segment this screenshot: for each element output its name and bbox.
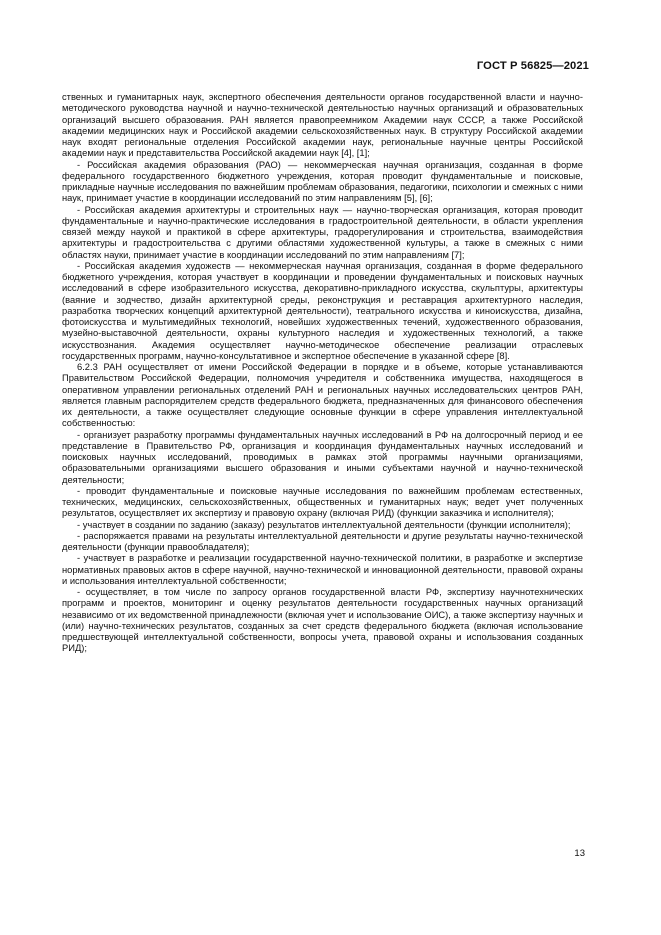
list-item-policy: - участвует в разработке и реализации государственной научно-технической политики, в разработке и экспертизе нормативных правовых актов в сфере научной, научно-технической и инновационной деятельности, правовой охраны и использования интеллектуальной собственности; <box>62 553 583 586</box>
list-item-raasn: - Российская академия архитектуры и строительных наук — научно-творческая организация, которая проводит фундаментальные и научно-практические исследования в градостроительной деятельности, в области укрепления связей между наукой и практикой в сфере архитектуры, градорегулирования и строительства, взаимодействия архитектуры и градостроительства с другими областями художественной культуры, а также в смежных с ними областях науки, принимает участие в координации исследований по этим направлениям [7]; <box>62 204 583 260</box>
paragraph-continuation: ственных и гуманитарных наук, экспертного обеспечения деятельности органов государственной власти и научно-методического руководства научной и научно-технической деятельностью научных организаций и образовательных организаций высшего образования. РАН является правопреемником Академии наук СССР, а также Российской академии медицинских наук и Российской академии сельскохозяйственных наук. В структуру Российской академии наук входят региональные отделения Российской академии наук, региональные научные центры Российской академии наук и представительства Российской академии наук [4], [1]; <box>62 92 583 159</box>
list-item-rao: - Российская академия образования (РАО) — некоммерческая научная организация, созданная в форме федерального государственного бюджетного учреждения, которая проводит фундаментальные и поисковые, прикладные научные исследования по важнейшим проблемам образования, педагогики, психологии и смежных с ними наук, принимает участие в координации исследований по этим направлениям [5], [6]; <box>62 159 583 204</box>
section-6-2-3: 6.2.3 РАН осуществляет от имени Российской Федерации в порядке и в объеме, которые устанавливаются Правительством Российской Федерации, полномочия учредителя и собственника имущества, находящегося в оперативном управлении региональных отделений РАН и региональных научных исследовательских центров РАН, является главным распорядителем средств федерального бюджета, предназначенных для финансового обеспечения их деятельности, а также осуществляет следующие основные функции в сфере управления интеллектуальной собственностью: <box>62 362 583 429</box>
list-item-program: - организует разработку программы фундаментальных научных исследований в РФ на долгосрочный период и ее представление в Правительство РФ, организация и координация фундаментальных научных исследований и поисковых научных исследований, проводимых в рамках этой программы научными организациями, образовательными организациями высшего образования и иными субъектами научной и научно-технической деятельности; <box>62 429 583 485</box>
list-item-rights: - распоряжается правами на результаты интеллектуальной деятельности и другие результаты научно-технической деятельности (функции правообладателя); <box>62 530 583 552</box>
list-item-creation: - участвует в создании по заданию (заказу) результатов интеллектуальной деятельности (функции исполнителя); <box>77 519 571 530</box>
list-item-expertise: - осуществляет, в том числе по запросу органов государственной власти РФ, экспертизу научнотехнических программ и проектов, мониторинг и оценку результатов деятельности государственных научных организаций независимо от их ведомственной принадлежности (включая учет и использование ОИС), а также экспертизу научных и (или) научно-технических результатов, созданных за счет средств федерального бюджета (включая использование предшествующей интеллектуальной собственности, вопросы учета, правовой охраны и использования созданных РИД); <box>62 587 583 654</box>
page-number: 13 <box>574 848 585 859</box>
body-text <box>62 92 583 655</box>
standard-designation: ГОСТ Р 56825—2021 <box>476 60 589 72</box>
list-item-research: - проводит фундаментальные и поисковые научные исследования по важнейшим проблемам естественных, технических, медицинских, сельскохозяйственных, общественных и гуманитарных наук; ведет учет полученных результатов, осуществляет их экспертизу и правовую охрану (включая РИД) (функции заказчика и исполнителя); <box>62 485 583 519</box>
list-item-rah: - Российская академия художеств — некоммерческая научная организация, созданная в форме федерального бюджетного учреждения, которая участвует в координации и проведении фундаментальных и поисковых научных исследований в сфере изобразительного искусства, декоративно-прикладного искусства, скульптуры, архитектуры (ваяние и зодчество, дизайн архитектурной среды, реконструкция и реставрация архитектурного наследия, разработка творческих концепций архитектурной деятельности), театрального искусства и киноискусства, дизайна, фотоискусства и мультимедийных технологий, новейших художественных течений, художественного образования, музейно-выставочной деятельности, охраны культурного наследия и художественных технологий, а также искусствознания. Академия осуществляет научно-методическое обеспечение реализации отраслевых государственных программ, научно-консультативное и экспертное обеспечение в указанной сфере [8]. <box>62 260 583 361</box>
